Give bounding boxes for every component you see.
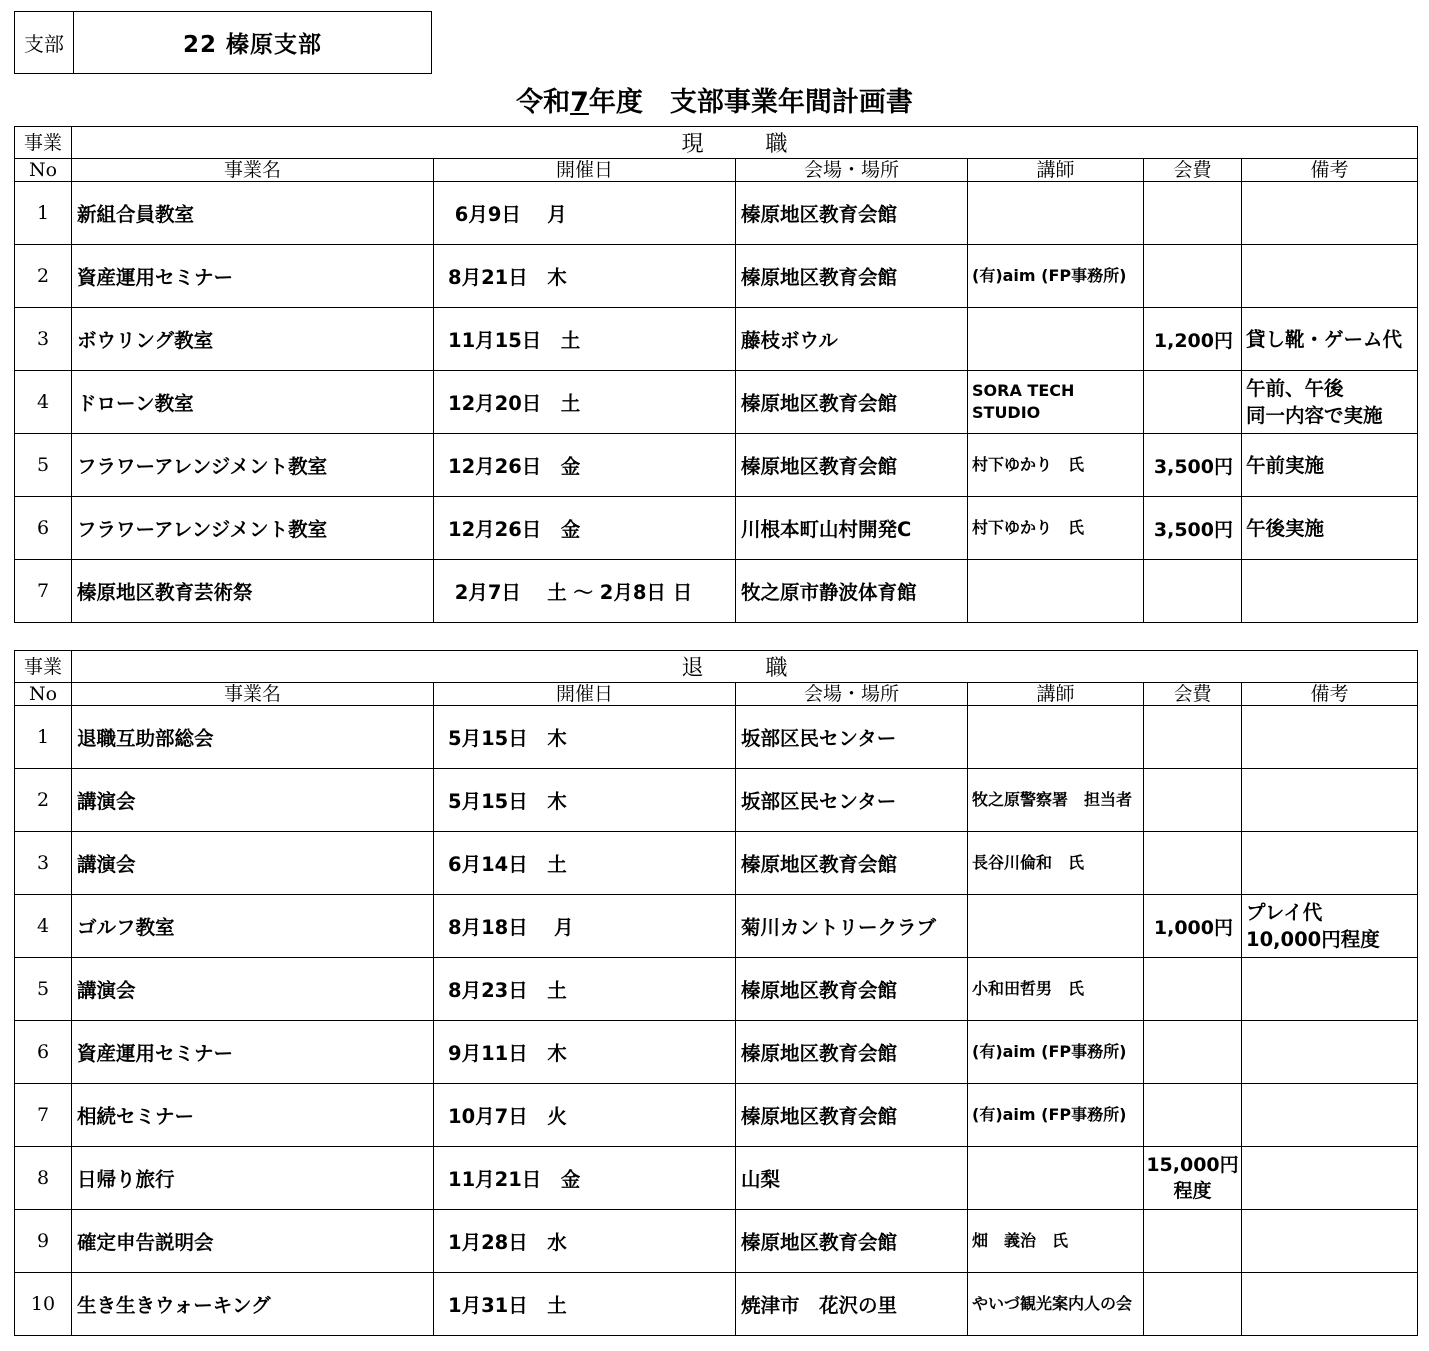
event-date: 11月21日 金 — [434, 1147, 736, 1210]
event-note — [1242, 1147, 1418, 1210]
event-note — [1242, 1084, 1418, 1147]
event-venue: 榛原地区教育会館 — [736, 958, 968, 1021]
event-name: 講演会 — [72, 958, 434, 1021]
event-date: 10月7日 火 — [434, 1084, 736, 1147]
event-venue: 藤枝ボウル — [736, 308, 968, 371]
event-venue: 焼津市 花沢の里 — [736, 1273, 968, 1336]
row-number: 8 — [15, 1147, 72, 1210]
event-name: 榛原地区教育芸術祭 — [72, 560, 434, 623]
no-header-top: 事業 — [15, 127, 72, 159]
event-venue: 榛原地区教育会館 — [736, 1021, 968, 1084]
event-name: フラワーアレンジメント教室 — [72, 497, 434, 560]
header-venue: 会場・場所 — [736, 683, 968, 706]
table-row — [15, 895, 1418, 958]
event-name: 新組合員教室 — [72, 182, 434, 245]
header-venue: 会場・場所 — [736, 159, 968, 182]
event-venue: 榛原地区教育会館 — [736, 245, 968, 308]
event-name: 生き生きウォーキング — [72, 1273, 434, 1336]
table-row — [15, 832, 1418, 895]
event-venue: 榛原地区教育会館 — [736, 1210, 968, 1273]
event-venue: 榛原地区教育会館 — [736, 434, 968, 497]
table-row — [15, 308, 1418, 371]
event-note: 貸し靴・ゲーム代 — [1242, 308, 1418, 371]
event-fee — [1144, 1210, 1242, 1273]
event-fee — [1144, 560, 1242, 623]
row-number: 9 — [15, 1210, 72, 1273]
title-suffix: 年度 支部事業年間計画書 — [588, 87, 913, 118]
row-number: 5 — [15, 434, 72, 497]
event-venue: 榛原地区教育会館 — [736, 371, 968, 434]
event-date: 12月26日 金 — [434, 497, 736, 560]
table-row — [15, 497, 1418, 560]
header-note: 備考 — [1242, 159, 1418, 182]
table-row — [15, 706, 1418, 769]
table-row — [15, 1147, 1418, 1210]
event-fee — [1144, 371, 1242, 434]
row-number: 4 — [15, 371, 72, 434]
event-name: 退職互助部総会 — [72, 706, 434, 769]
row-number: 3 — [15, 832, 72, 895]
event-fee — [1144, 832, 1242, 895]
event-fee: 1,000円 — [1144, 895, 1242, 958]
table-row — [15, 245, 1418, 308]
no-header-top: 事業 — [15, 651, 72, 683]
event-fee — [1144, 769, 1242, 832]
header-date: 開催日 — [434, 159, 736, 182]
event-lecturer — [968, 560, 1144, 623]
event-lecturer: SORA TECH STUDIO — [968, 371, 1144, 434]
event-venue: 坂部区民センター — [736, 706, 968, 769]
event-note: プレイ代 10,000円程度 — [1242, 895, 1418, 958]
row-number: 6 — [15, 497, 72, 560]
event-name: 相続セミナー — [72, 1084, 434, 1147]
event-note — [1242, 1021, 1418, 1084]
table-row — [15, 1021, 1418, 1084]
document-title — [0, 80, 1429, 120]
row-number: 2 — [15, 769, 72, 832]
event-date: 5月15日 木 — [434, 706, 736, 769]
event-venue: 榛原地区教育会館 — [736, 832, 968, 895]
event-lecturer: (有)aim (FP事務所) — [968, 245, 1144, 308]
row-number: 4 — [15, 895, 72, 958]
row-number: 1 — [15, 182, 72, 245]
header-fee: 会費 — [1144, 683, 1242, 706]
event-name: ボウリング教室 — [72, 308, 434, 371]
event-name: 講演会 — [72, 769, 434, 832]
event-lecturer: 牧之原警察署 担当者 — [968, 769, 1144, 832]
event-date: 1月28日 水 — [434, 1210, 736, 1273]
table-row — [15, 1210, 1418, 1273]
header-lecturer: 講師 — [968, 159, 1144, 182]
event-name: 日帰り旅行 — [72, 1147, 434, 1210]
table-row — [15, 560, 1418, 623]
event-lecturer: 小和田哲男 氏 — [968, 958, 1144, 1021]
event-lecturer — [968, 706, 1144, 769]
event-note — [1242, 245, 1418, 308]
row-number: 3 — [15, 308, 72, 371]
event-date: 12月20日 土 — [434, 371, 736, 434]
event-note — [1242, 560, 1418, 623]
event-lecturer: 村下ゆかり 氏 — [968, 434, 1144, 497]
table-row — [15, 1273, 1418, 1336]
header-name: 事業名 — [72, 159, 434, 182]
table-row — [15, 769, 1418, 832]
event-lecturer: 畑 義治 氏 — [968, 1210, 1144, 1273]
event-date: 1月31日 土 — [434, 1273, 736, 1336]
event-note — [1242, 832, 1418, 895]
row-number: 7 — [15, 560, 72, 623]
no-header-bottom: No — [15, 159, 72, 182]
event-fee — [1144, 1021, 1242, 1084]
header-name: 事業名 — [72, 683, 434, 706]
event-venue: 牧之原市静波体育館 — [736, 560, 968, 623]
event-note — [1242, 706, 1418, 769]
event-lecturer — [968, 895, 1144, 958]
event-note: 午後実施 — [1242, 497, 1418, 560]
event-note — [1242, 958, 1418, 1021]
event-date: 8月21日 木 — [434, 245, 736, 308]
event-note — [1242, 769, 1418, 832]
row-number: 6 — [15, 1021, 72, 1084]
event-fee — [1144, 182, 1242, 245]
event-lecturer — [968, 1147, 1144, 1210]
event-name: フラワーアレンジメント教室 — [72, 434, 434, 497]
event-venue: 川根本町山村開発C — [736, 497, 968, 560]
event-venue: 榛原地区教育会館 — [736, 1084, 968, 1147]
event-name: ゴルフ教室 — [72, 895, 434, 958]
event-venue: 菊川カントリークラブ — [736, 895, 968, 958]
event-lecturer: 長谷川倫和 氏 — [968, 832, 1144, 895]
header-lecturer: 講師 — [968, 683, 1144, 706]
event-date: 2月7日 土 ～ 2月8日 日 — [434, 560, 736, 623]
event-fee: 1,200円 — [1144, 308, 1242, 371]
event-fee — [1144, 1273, 1242, 1336]
event-date: 9月11日 木 — [434, 1021, 736, 1084]
event-name: 資産運用セミナー — [72, 245, 434, 308]
table-row — [15, 182, 1418, 245]
event-note: 午前、午後 同一内容で実施 — [1242, 371, 1418, 434]
branch-label: 支部 — [15, 12, 74, 73]
branch-box — [14, 11, 432, 74]
event-lecturer — [968, 182, 1144, 245]
row-number: 2 — [15, 245, 72, 308]
event-venue: 山梨 — [736, 1147, 968, 1210]
row-number: 5 — [15, 958, 72, 1021]
table-row — [15, 958, 1418, 1021]
section-title-retired: 退 職 — [72, 651, 1418, 683]
event-lecturer: 村下ゆかり 氏 — [968, 497, 1144, 560]
event-note: 午前実施 — [1242, 434, 1418, 497]
row-number: 7 — [15, 1084, 72, 1147]
event-fee — [1144, 1084, 1242, 1147]
event-lecturer — [968, 308, 1144, 371]
event-date: 8月23日 土 — [434, 958, 736, 1021]
event-name: 資産運用セミナー — [72, 1021, 434, 1084]
title-year: 7 — [570, 87, 589, 118]
retired-staff-table — [14, 650, 1418, 1336]
event-date: 6月9日 月 — [434, 182, 736, 245]
event-name: ドローン教室 — [72, 371, 434, 434]
header-date: 開催日 — [434, 683, 736, 706]
row-number: 1 — [15, 706, 72, 769]
event-date: 6月14日 土 — [434, 832, 736, 895]
no-header-bottom: No — [15, 683, 72, 706]
event-note — [1242, 1210, 1418, 1273]
table-row — [15, 371, 1418, 434]
header-fee: 会費 — [1144, 159, 1242, 182]
table-row — [15, 434, 1418, 497]
event-fee — [1144, 706, 1242, 769]
event-fee — [1144, 245, 1242, 308]
event-note — [1242, 1273, 1418, 1336]
event-date: 8月18日 月 — [434, 895, 736, 958]
table-row — [15, 1084, 1418, 1147]
branch-name: 22 榛原支部 — [182, 32, 322, 58]
event-date: 12月26日 金 — [434, 434, 736, 497]
event-fee: 3,500円 — [1144, 497, 1242, 560]
event-fee: 15,000円 程度 — [1144, 1147, 1242, 1210]
event-lecturer: (有)aim (FP事務所) — [968, 1084, 1144, 1147]
event-venue: 榛原地区教育会館 — [736, 182, 968, 245]
title-prefix: 令和 — [516, 87, 571, 118]
event-name: 確定申告説明会 — [72, 1210, 434, 1273]
event-lecturer: (有)aim (FP事務所) — [968, 1021, 1144, 1084]
event-name: 講演会 — [72, 832, 434, 895]
header-note: 備考 — [1242, 683, 1418, 706]
row-number: 10 — [15, 1273, 72, 1336]
event-fee — [1144, 958, 1242, 1021]
event-date: 5月15日 木 — [434, 769, 736, 832]
event-venue: 坂部区民センター — [736, 769, 968, 832]
current-staff-table — [14, 126, 1418, 623]
event-lecturer: やいづ観光案内人の会 — [968, 1273, 1144, 1336]
event-date: 11月15日 土 — [434, 308, 736, 371]
event-fee: 3,500円 — [1144, 434, 1242, 497]
section-title-current: 現 職 — [72, 127, 1418, 159]
event-note — [1242, 182, 1418, 245]
